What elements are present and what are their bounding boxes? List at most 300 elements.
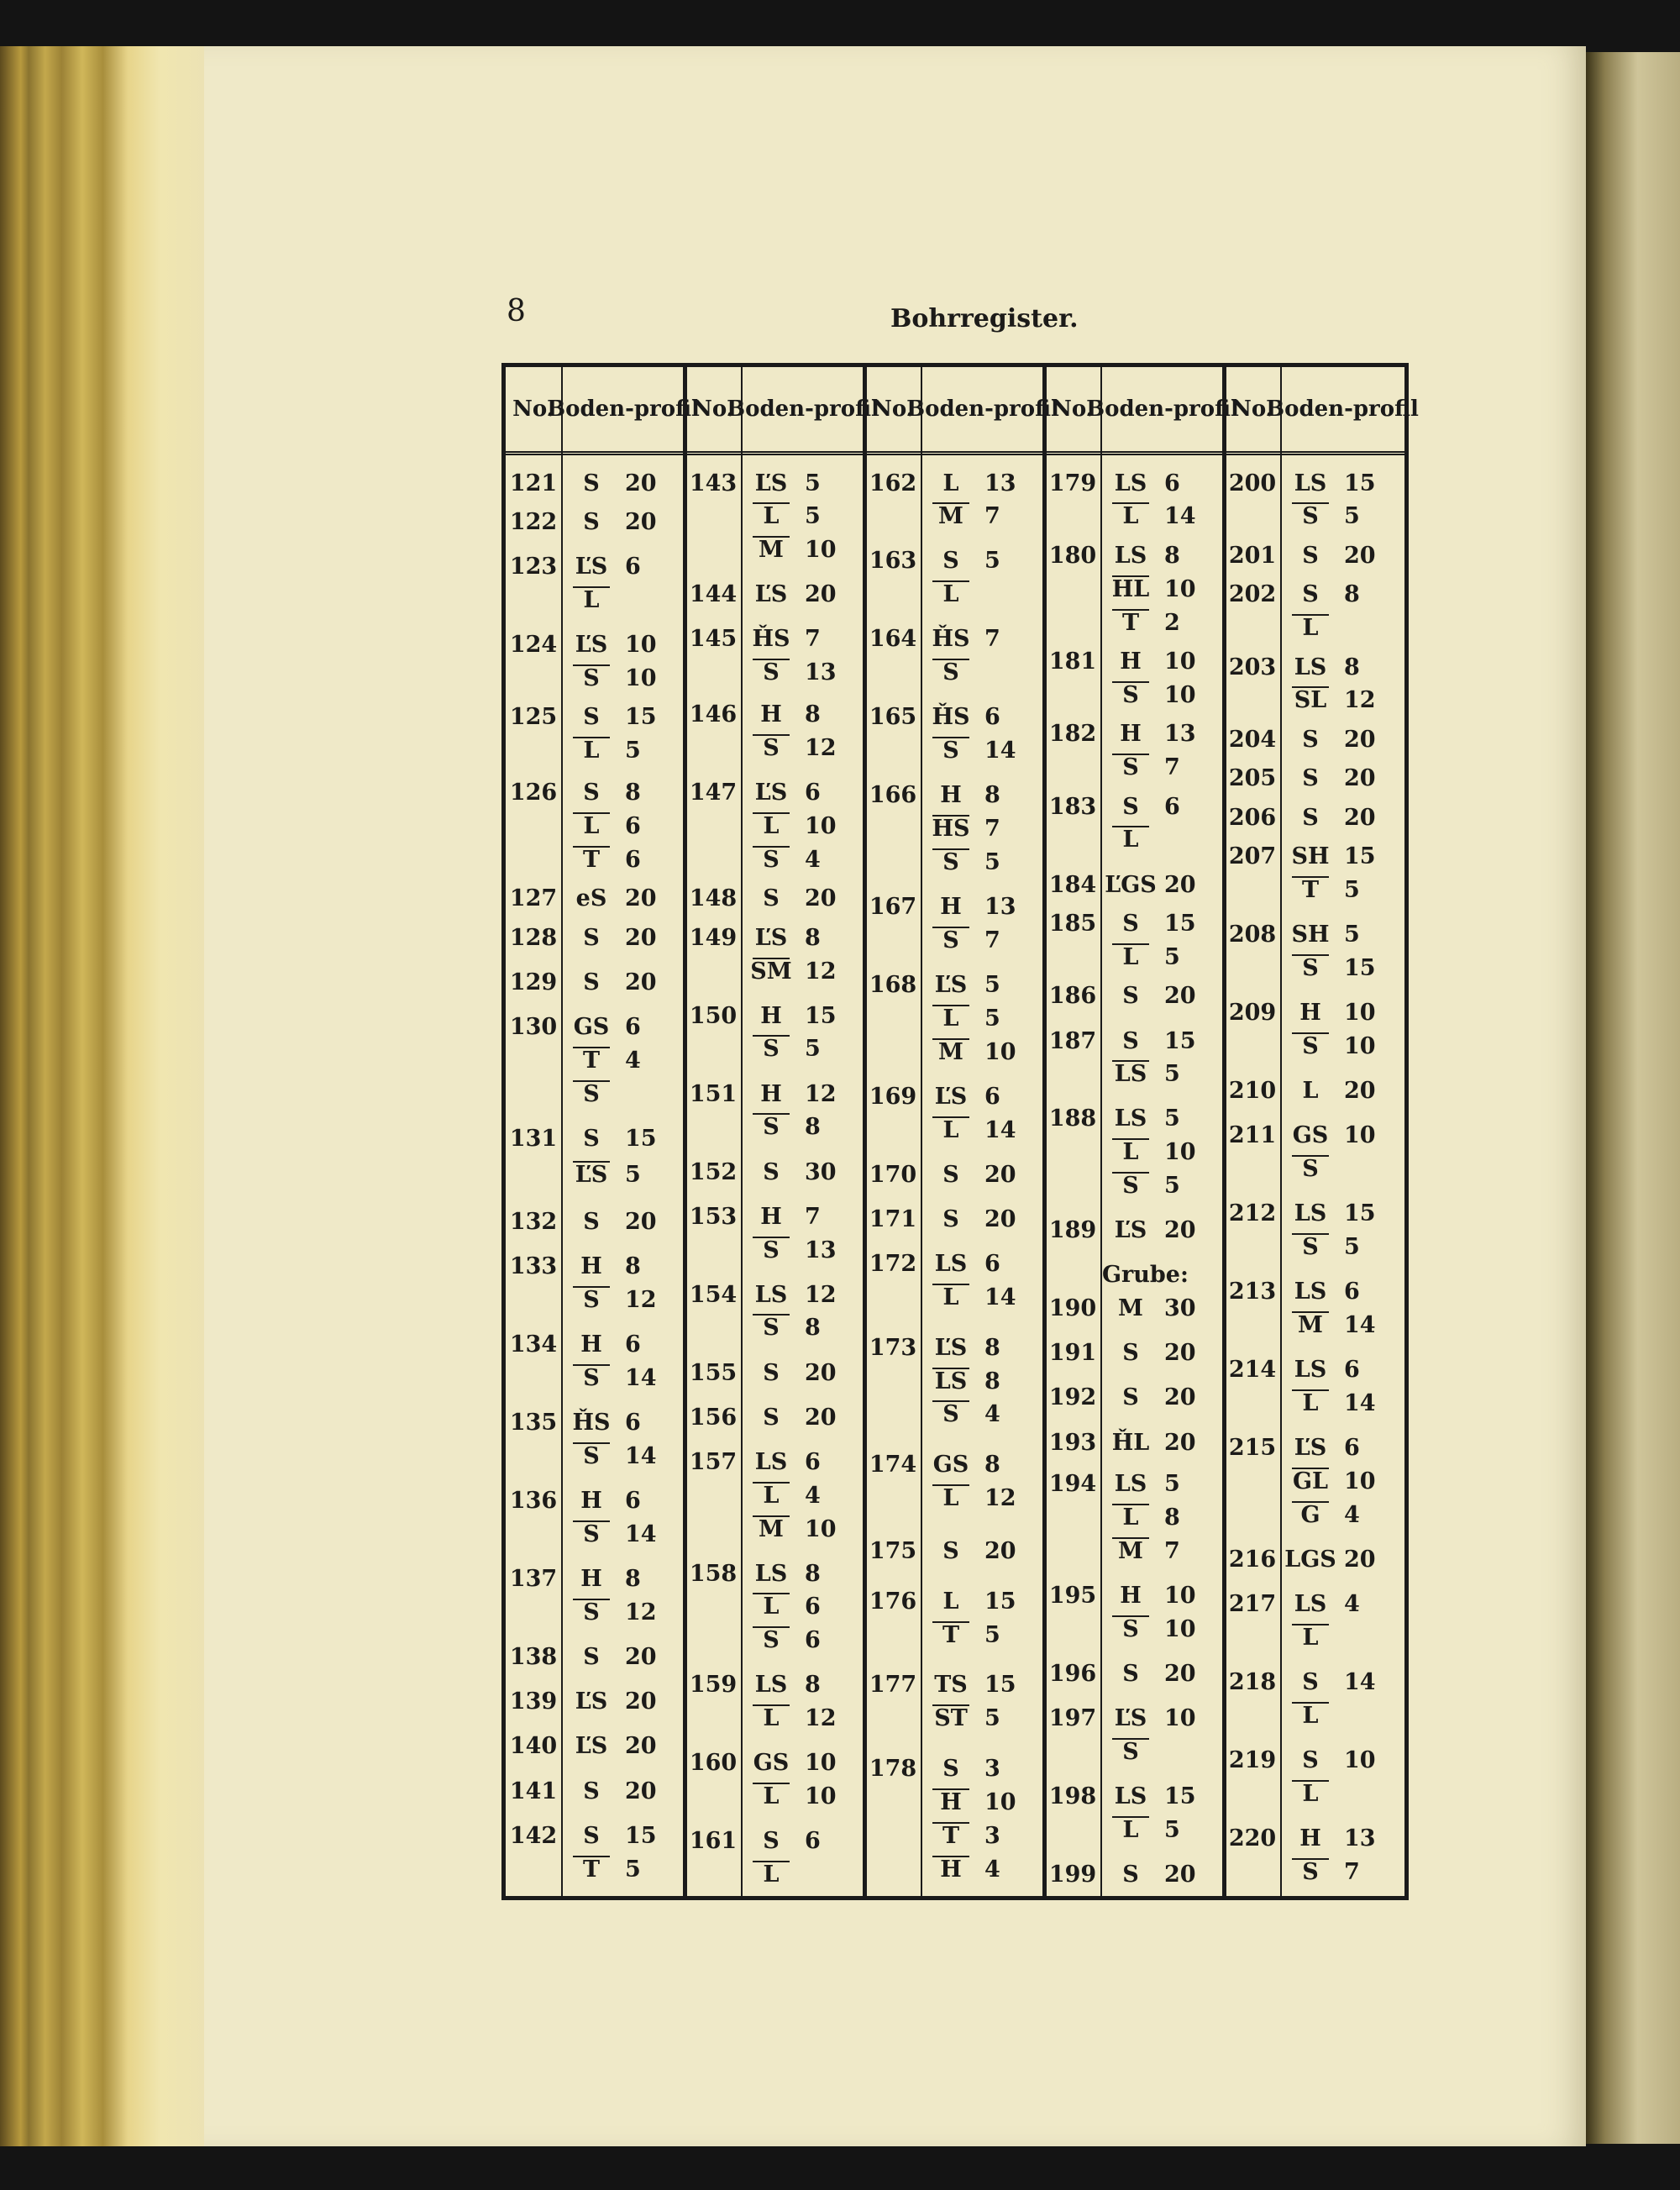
depth-value: 5 <box>984 1621 1000 1648</box>
depth-value: 10 <box>1344 1000 1376 1027</box>
soil-profile: S <box>558 1443 625 1469</box>
soil-profile: S <box>942 1756 959 1783</box>
row-number: 203 <box>1228 654 1277 680</box>
soil-profile: LS <box>1294 1591 1327 1618</box>
depth-value: 20 <box>1344 765 1376 792</box>
table-row <box>1228 1666 1386 1699</box>
table-row <box>1048 1024 1206 1058</box>
soil-profile: L <box>1277 615 1344 641</box>
depth-value: 20 <box>625 1733 657 1760</box>
depth-value: 7 <box>805 1203 821 1230</box>
depth-value: 6 <box>625 1013 641 1040</box>
soil-profile: LS <box>1097 1061 1164 1087</box>
depth-value: 14 <box>1344 1390 1376 1417</box>
soil-profile: TS <box>934 1672 968 1699</box>
depth-value: 6 <box>625 1410 641 1436</box>
depth-value: 4 <box>1344 1501 1360 1528</box>
table-row <box>689 1077 847 1111</box>
soil-profile: L <box>942 1588 959 1615</box>
soil-profile: S <box>1097 682 1164 708</box>
row-number: 123 <box>509 554 558 580</box>
table-row <box>689 1512 847 1546</box>
table-row <box>1048 1258 1236 1292</box>
table-row <box>509 882 667 916</box>
soil-profile: LS <box>1294 654 1327 680</box>
depth-value: 10 <box>1164 1705 1196 1732</box>
row-number: 154 <box>689 1281 738 1308</box>
row-number: 126 <box>509 780 558 806</box>
header-bodenprofil <box>547 367 700 451</box>
depth-value: 10 <box>805 1783 837 1810</box>
depth-value: 5 <box>805 470 821 496</box>
soil-profile: GL <box>1277 1468 1344 1494</box>
depth-value: 10 <box>1164 1583 1196 1610</box>
soil-profile: L <box>917 1284 984 1310</box>
depth-value: 8 <box>984 1368 1000 1394</box>
row-number: 159 <box>689 1672 738 1699</box>
soil-profile: ĽS <box>1294 1435 1327 1462</box>
depth-value: 5 <box>984 548 1000 575</box>
depth-value: 20 <box>1164 1862 1196 1888</box>
row-number: 142 <box>509 1822 558 1849</box>
soil-profile: L <box>1097 827 1164 853</box>
soil-profile: S <box>942 1205 959 1232</box>
header-no: No. <box>872 397 914 422</box>
soil-profile: M <box>738 1516 805 1542</box>
depth-value: 10 <box>805 812 837 839</box>
row-number: 121 <box>509 470 558 496</box>
soil-profile: H <box>1299 1000 1321 1027</box>
row-number: 127 <box>509 885 558 912</box>
soil-profile: LS <box>1114 542 1147 569</box>
depth-value: 14 <box>625 1521 657 1548</box>
row-number: 195 <box>1048 1583 1097 1610</box>
soil-profile: S <box>558 1287 625 1313</box>
soil-profile: H <box>940 782 962 809</box>
depth-value: 20 <box>625 1688 657 1715</box>
depth-value: 15 <box>1344 1200 1376 1227</box>
soil-profile: S <box>917 849 984 875</box>
depth-value: 4 <box>805 1482 821 1509</box>
row-number: 162 <box>869 470 917 496</box>
depth-value: 10 <box>1344 1033 1376 1060</box>
table-row <box>509 550 667 584</box>
soil-profile: S <box>558 1365 625 1391</box>
table-row <box>869 779 1026 812</box>
depth-value: 5 <box>1164 1106 1180 1132</box>
row-number: 163 <box>869 548 917 575</box>
table-row <box>1048 1381 1206 1415</box>
soil-profile: H <box>760 1080 782 1107</box>
depth-value: 6 <box>625 1331 641 1358</box>
soil-profile: L <box>1097 503 1164 529</box>
header-no: No. <box>1231 397 1273 422</box>
soil-profile: LS <box>1294 1200 1327 1227</box>
table-row <box>509 734 667 768</box>
table-row <box>869 1001 1026 1035</box>
soil-profile: S <box>738 735 805 761</box>
header-profile-line1: Boden- <box>1086 397 1173 422</box>
soil-profile: LS <box>1294 470 1327 496</box>
soil-profile: H <box>760 1203 782 1230</box>
table-row <box>689 1200 847 1233</box>
depth-value: 5 <box>1164 1471 1180 1498</box>
row-number: 182 <box>1048 721 1097 748</box>
table-row <box>1228 1074 1386 1108</box>
soil-profile: LS <box>1294 1279 1327 1305</box>
depth-value: 12 <box>805 958 837 985</box>
row-number: 176 <box>869 1588 917 1615</box>
table-row <box>869 1202 1026 1236</box>
table-row <box>689 1590 847 1624</box>
depth-value: 14 <box>1164 503 1196 530</box>
table-row <box>509 843 667 876</box>
depth-value: 5 <box>984 1705 1000 1732</box>
depth-value: 5 <box>984 849 1000 876</box>
row-number: 197 <box>1048 1705 1097 1732</box>
row-number: 172 <box>869 1251 917 1278</box>
depth-value: 20 <box>625 885 657 912</box>
table-row <box>869 1280 1026 1314</box>
soil-profile: T <box>1277 877 1344 903</box>
table-row <box>509 1819 667 1852</box>
table-row <box>689 809 847 843</box>
soil-profile: ĽS <box>575 554 608 580</box>
table-row <box>1228 722 1386 756</box>
soil-profile: H <box>580 1331 602 1358</box>
row-number: 156 <box>689 1404 738 1431</box>
soil-profile: S <box>1122 1862 1139 1888</box>
table-row <box>869 1819 1026 1852</box>
row-number: 161 <box>689 1828 738 1855</box>
soil-profile: ĽS <box>754 924 788 951</box>
table-row <box>1048 1292 1206 1326</box>
table-row <box>869 701 1026 734</box>
table-row <box>1228 1588 1386 1621</box>
depth-value: 30 <box>1164 1295 1196 1322</box>
soil-profile: M <box>738 537 805 563</box>
soil-profile: S <box>763 885 780 912</box>
table-row <box>1228 684 1386 717</box>
table-row <box>1048 1780 1206 1814</box>
table-row <box>509 1205 667 1239</box>
depth-value: 20 <box>625 924 657 951</box>
soil-profile: GS <box>1292 1122 1329 1149</box>
table-row <box>1228 996 1386 1030</box>
soil-profile: GS <box>753 1750 790 1777</box>
table-row <box>1048 1814 1206 1847</box>
table-row <box>689 1356 847 1389</box>
depth-value: 20 <box>984 1161 1016 1188</box>
header-profile-line2: profil <box>633 397 700 422</box>
row-number: 194 <box>1048 1471 1097 1498</box>
table-row <box>1048 1702 1206 1736</box>
depth-value: 10 <box>805 537 837 564</box>
depth-value: 15 <box>1344 955 1376 982</box>
row-number: 160 <box>689 1750 738 1777</box>
depth-value: 10 <box>1344 1747 1376 1774</box>
row-number: 135 <box>509 1410 558 1436</box>
row-number: 166 <box>869 782 917 809</box>
table-row <box>1048 868 1206 901</box>
soil-profile: L <box>738 1862 805 1888</box>
soil-profile: S <box>583 1125 600 1152</box>
table-row <box>1228 762 1386 796</box>
soil-profile: M <box>1097 1538 1164 1564</box>
table-row <box>869 923 1026 957</box>
table-row <box>869 466 1026 500</box>
depth-value: 15 <box>1164 1027 1196 1054</box>
depth-value: 15 <box>984 1672 1016 1699</box>
soil-profile: S <box>942 548 959 575</box>
depth-value: 7 <box>984 927 1000 953</box>
table-row <box>509 1010 667 1043</box>
depth-value: 4 <box>984 1401 1000 1428</box>
soil-profile: S <box>558 665 625 691</box>
soil-profile: S <box>738 1315 805 1341</box>
table-row <box>509 1328 667 1362</box>
table-row <box>869 1331 1026 1364</box>
row-number: 152 <box>689 1158 738 1185</box>
soil-profile: ĽS <box>575 1688 608 1715</box>
depth-value: 3 <box>984 1756 1000 1783</box>
table-row <box>689 1858 847 1892</box>
soil-profile: S <box>1122 1027 1139 1054</box>
header-bodenprofil <box>1086 367 1239 451</box>
table-row <box>689 1780 847 1814</box>
depth-value: 6 <box>1344 1435 1360 1462</box>
soil-profile: S <box>1302 1669 1319 1696</box>
soil-profile: S <box>1097 1739 1164 1765</box>
row-number: 169 <box>869 1083 917 1110</box>
table-row <box>509 1730 667 1763</box>
depth-value: 8 <box>805 1315 821 1342</box>
table-row <box>689 1668 847 1702</box>
table-row <box>509 776 667 810</box>
depth-value: 8 <box>1164 1505 1180 1531</box>
table-row <box>689 466 847 500</box>
depth-value: 20 <box>625 1778 657 1804</box>
depth-value: 14 <box>984 1284 1016 1310</box>
row-number: 187 <box>1048 1027 1097 1054</box>
soil-profile: M <box>1118 1295 1143 1322</box>
soil-profile: S <box>558 1521 625 1547</box>
row-number: 140 <box>509 1733 558 1760</box>
table-row <box>1228 840 1386 874</box>
depth-value: 13 <box>984 894 1016 921</box>
soil-profile: S <box>738 1036 805 1062</box>
table-row <box>509 1596 667 1630</box>
header-no: No. <box>1052 397 1094 422</box>
soil-profile: ĽS <box>1114 1217 1147 1244</box>
table-row <box>1048 790 1206 823</box>
soil-profile: S <box>583 470 600 496</box>
soil-profile: S <box>1302 581 1319 608</box>
depth-value: 6 <box>984 1251 1000 1278</box>
soil-profile: Grube: <box>1102 1262 1189 1289</box>
row-number: 184 <box>1048 871 1097 898</box>
depth-value: 2 <box>1164 609 1180 636</box>
table-row <box>1228 650 1386 684</box>
soil-profile: L <box>738 503 805 529</box>
header-bodenprofil <box>906 367 1059 451</box>
table-row <box>689 1233 847 1267</box>
table-row <box>509 1362 667 1395</box>
table-row <box>689 1557 847 1590</box>
table-row <box>689 1445 847 1478</box>
table-row <box>1048 979 1206 1013</box>
soil-profile: LS <box>754 1672 788 1699</box>
depth-value: 8 <box>805 1560 821 1587</box>
depth-value: 20 <box>1344 804 1376 831</box>
soil-profile: L <box>738 1483 805 1509</box>
table-row <box>869 1035 1026 1069</box>
depth-value: 30 <box>805 1158 837 1185</box>
row-number: 219 <box>1228 1747 1277 1774</box>
depth-value: 15 <box>984 1588 1016 1615</box>
row-number: 147 <box>689 780 738 806</box>
row-number: 148 <box>689 885 738 912</box>
table-row <box>1048 1858 1206 1892</box>
depth-value: 8 <box>984 782 1000 809</box>
soil-profile: H <box>580 1566 602 1593</box>
soil-profile: S <box>1302 765 1319 792</box>
depth-value: 20 <box>1344 1547 1376 1573</box>
table-row <box>689 1311 847 1345</box>
soil-profile: GS <box>573 1013 610 1040</box>
row-number: 138 <box>509 1644 558 1671</box>
depth-value: 20 <box>984 1538 1016 1565</box>
table-row <box>869 1398 1026 1431</box>
table-row <box>1228 1197 1386 1231</box>
depth-value: 15 <box>625 1125 657 1152</box>
table-row <box>1228 538 1386 572</box>
depth-value: 20 <box>625 969 657 995</box>
table-row <box>1228 1231 1386 1264</box>
depth-value: 15 <box>805 1002 837 1029</box>
table-row <box>689 1624 847 1657</box>
depth-value: 5 <box>1344 922 1360 948</box>
row-number: 192 <box>1048 1384 1097 1411</box>
table-row <box>1228 1275 1386 1309</box>
table-row <box>689 731 847 764</box>
table-row <box>509 1250 667 1284</box>
depth-value: 8 <box>625 1253 641 1280</box>
row-number: 208 <box>1228 922 1277 948</box>
depth-value: 6 <box>625 1488 641 1515</box>
table-row <box>1228 1465 1386 1499</box>
depth-value: 10 <box>1164 575 1196 602</box>
depth-value: 10 <box>984 1788 1016 1815</box>
depth-value: 6 <box>1344 1279 1360 1305</box>
table-row <box>509 921 667 954</box>
table-row <box>1228 1620 1386 1654</box>
table-row <box>869 1247 1026 1281</box>
depth-value: 8 <box>1344 654 1360 680</box>
soil-profile: T <box>558 1048 625 1074</box>
table-row <box>689 622 847 656</box>
depth-value: 8 <box>625 1566 641 1593</box>
soil-profile: S <box>763 1158 780 1185</box>
soil-profile: S <box>1097 1616 1164 1642</box>
table-row <box>869 622 1026 656</box>
table-row <box>1048 717 1206 751</box>
table-row <box>1228 1309 1386 1342</box>
soil-profile: HS <box>917 816 984 842</box>
table-row <box>509 1121 667 1155</box>
row-number: 124 <box>509 632 558 659</box>
row-number: 144 <box>689 581 738 608</box>
table-row <box>1048 1214 1206 1247</box>
soil-profile: T <box>1097 610 1164 636</box>
table-row <box>689 1825 847 1858</box>
table-row <box>1048 1426 1206 1459</box>
depth-value: 10 <box>984 1038 1016 1065</box>
depth-value: 15 <box>625 704 657 731</box>
soil-profile: S <box>1302 804 1319 831</box>
header-profile-line2: profil <box>1173 397 1239 422</box>
depth-value: 5 <box>1164 1173 1180 1200</box>
table-row <box>869 1158 1026 1191</box>
depth-value: 6 <box>984 1083 1000 1110</box>
row-number: 136 <box>509 1488 558 1515</box>
soil-profile: S <box>583 1778 600 1804</box>
table-row <box>689 1746 847 1780</box>
table-row <box>1048 1169 1206 1203</box>
soil-profile: L <box>738 1594 805 1620</box>
table-row <box>869 1481 1026 1515</box>
table-row <box>869 1702 1026 1736</box>
table-row <box>869 1668 1026 1702</box>
soil-profile: T <box>917 1622 984 1648</box>
depth-value: 20 <box>1344 542 1376 569</box>
soil-profile: ȞS <box>932 704 970 731</box>
soil-profile: L <box>917 1117 984 1143</box>
table-row <box>509 1518 667 1552</box>
table-row <box>689 1155 847 1189</box>
table-row <box>509 628 667 662</box>
table-row <box>509 1043 667 1077</box>
soil-profile: S <box>738 659 805 685</box>
soil-profile: SH <box>1291 922 1330 948</box>
soil-profile: ȞS <box>752 626 790 653</box>
depth-value: 20 <box>805 1359 837 1386</box>
depth-value: 3 <box>984 1822 1000 1849</box>
row-number: 202 <box>1228 581 1277 608</box>
depth-value: 12 <box>805 734 837 761</box>
table-row <box>1048 751 1206 785</box>
row-number: 205 <box>1228 765 1277 792</box>
soil-profile: H <box>1120 1583 1142 1610</box>
table-row <box>689 500 847 533</box>
soil-profile: LS <box>754 1560 788 1587</box>
table-row <box>869 1079 1026 1113</box>
soil-profile: L <box>917 1485 984 1511</box>
depth-value: 5 <box>625 1856 641 1883</box>
soil-profile: S <box>1122 911 1139 937</box>
soil-profile: S <box>583 924 600 951</box>
depth-value: 5 <box>625 738 641 764</box>
header-rule <box>506 451 1404 455</box>
soil-profile: S <box>583 780 600 806</box>
table-row <box>509 1641 667 1674</box>
row-number: 204 <box>1228 726 1277 753</box>
soil-profile: SL <box>1277 687 1344 713</box>
soil-profile: ȞS <box>572 1410 611 1436</box>
row-number: 167 <box>869 894 917 921</box>
depth-value: 5 <box>1164 1817 1180 1844</box>
depth-value: 13 <box>1164 721 1196 748</box>
